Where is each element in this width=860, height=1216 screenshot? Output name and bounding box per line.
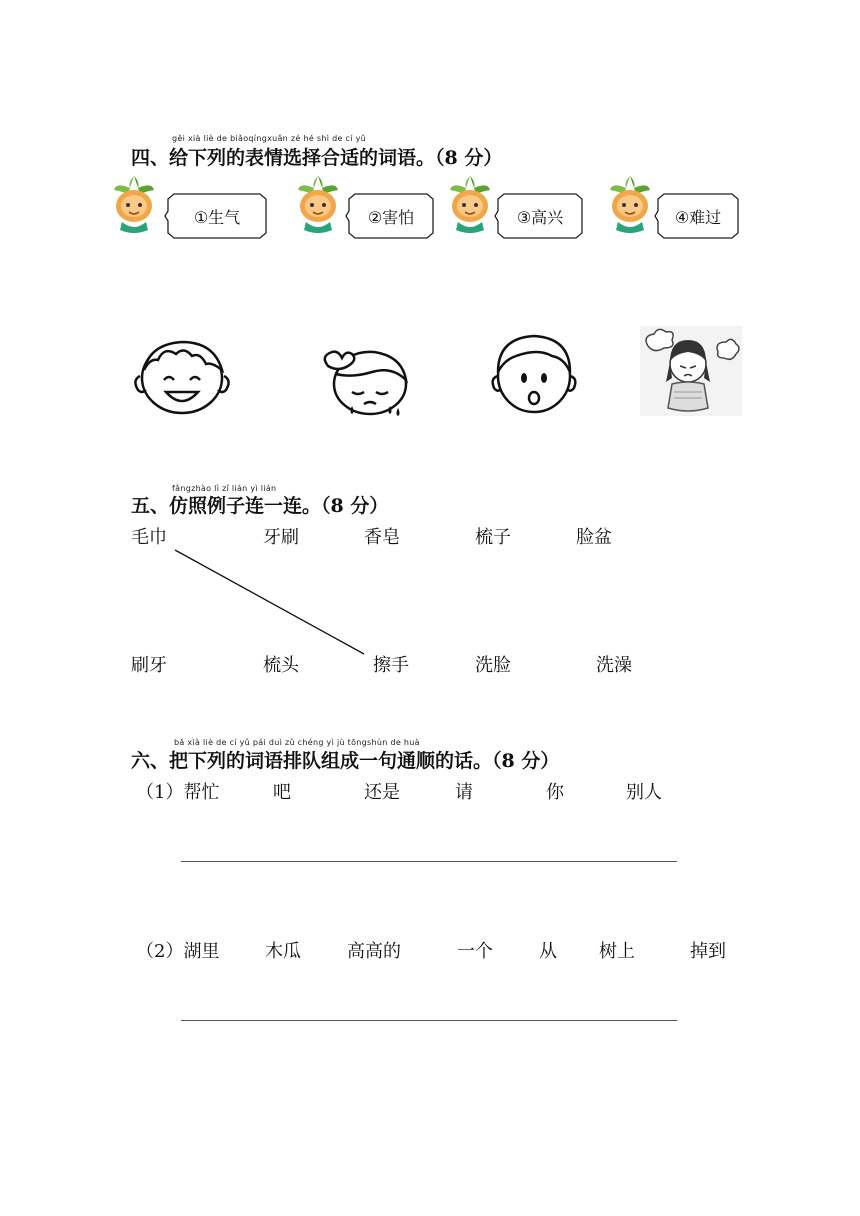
section6-heading: 六、把下列的词语排队组成一句通顺的话。（8 分）: [131, 750, 560, 772]
bottom-word-wash-face: 洗脸: [475, 655, 511, 676]
section6-pinyin: bǎ xià liè de cí yǔ pái duì zǔ chéng yì jù tōngshùn de huà: [174, 738, 420, 747]
q1-word: 你: [546, 782, 564, 803]
q2-word: 掉到: [690, 941, 726, 962]
top-word-toothbrush: 牙刷: [263, 527, 299, 548]
section5-heading: 五、仿照例子连一连。（8 分）: [131, 495, 389, 517]
top-word-comb: 梳子: [475, 527, 511, 548]
top-word-soap: 香皂: [364, 527, 400, 548]
emotion-label-2: ②害怕: [367, 208, 415, 227]
q2-word: 高高的: [347, 941, 401, 962]
q2-word: 从: [539, 941, 557, 962]
q1-word: 请: [455, 782, 473, 803]
bottom-word-wipe-hands: 擦手: [373, 655, 409, 676]
q1-answer-line[interactable]: [181, 861, 677, 862]
q2-word: 木瓜: [265, 941, 301, 962]
emotion-label-4: ④难过: [674, 208, 722, 227]
emotion-label-1: ①生气: [193, 208, 241, 227]
bottom-word-brush-teeth: 刷牙: [131, 655, 167, 676]
section4-heading: 四、给下列的表情选择合适的词语。（8 分）: [131, 147, 503, 169]
q2-word: 一个: [457, 941, 493, 962]
emotion-label-3: ③高兴: [516, 208, 564, 227]
q1-word: （1）帮忙: [136, 782, 220, 803]
bottom-word-bath: 洗澡: [596, 655, 632, 676]
section4-pinyin: gěi xià liè de biǎoqíngxuǎn zé hé shì de cí yǔ: [172, 134, 367, 143]
q1-word: 还是: [364, 782, 400, 803]
q1-word: 别人: [626, 782, 662, 803]
q2-word: （2）湖里: [136, 941, 220, 962]
section5-pinyin: fǎngzhào lì zǐ lián yì lián: [172, 484, 277, 493]
top-word-basin: 脸盆: [576, 527, 612, 548]
q2-word: 树上: [599, 941, 635, 962]
top-word-towel: 毛巾: [131, 527, 167, 548]
q2-answer-line[interactable]: [181, 1020, 677, 1021]
bottom-word-comb-hair: 梳头: [263, 655, 299, 676]
q1-word: 吧: [273, 782, 291, 803]
